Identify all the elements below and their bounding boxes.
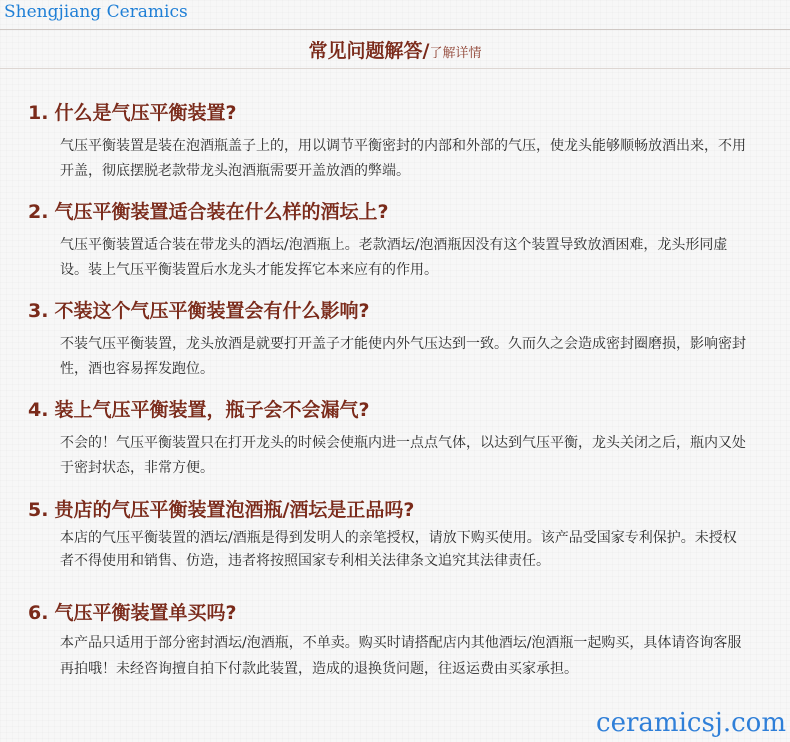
faq-question-text: 装上气压平衡装置，瓶子会不会漏气? bbox=[54, 399, 370, 421]
faq-question-text: 不装这个气压平衡装置会有什么影响? bbox=[54, 300, 370, 322]
faq-item-2 bbox=[28, 199, 758, 283]
header-slash: / bbox=[422, 40, 430, 62]
header-title: 常见问题解答 bbox=[308, 40, 423, 62]
faq-item-4 bbox=[28, 397, 758, 481]
watermark-bottom: ceramicsj.com bbox=[596, 708, 786, 738]
top-divider bbox=[0, 29, 790, 30]
faq-item-6 bbox=[28, 600, 758, 682]
faq-question bbox=[28, 397, 758, 423]
faq-question bbox=[28, 497, 758, 523]
faq-question-text: 贵店的气压平衡装置泡酒瓶/酒坛是正品吗? bbox=[54, 499, 415, 521]
faq-number: 6. bbox=[28, 602, 49, 624]
faq-question-text: 什么是气压平衡装置? bbox=[54, 102, 237, 124]
header-divider bbox=[0, 68, 790, 69]
faq-question bbox=[28, 600, 758, 626]
faq-answer: 本产品只适用于部分密封酒坛/泡酒瓶，不单卖。购买时请搭配店内其他酒坛/泡酒瓶一起购买，具体请咨询客服再拍哦！未经咨询擅自拍下付款此装置，造成的退换货问题，往返运费由买家承担。 bbox=[60, 635, 742, 677]
faq-question bbox=[28, 100, 758, 126]
faq-item-1 bbox=[28, 100, 758, 184]
watermark-top: Shengjiang Ceramics bbox=[4, 2, 188, 22]
faq-item-3 bbox=[28, 298, 758, 382]
faq-number: 1. bbox=[28, 102, 49, 124]
header-subtitle: 了解详情 bbox=[429, 46, 482, 61]
faq-answer: 气压平衡装置是装在泡酒瓶盖子上的，用以调节平衡密封的内部和外部的气压，使龙头能够顺畅放酒出来，不用开盖，彻底摆脱老款带龙头泡酒瓶需要开盖放酒的弊端。 bbox=[60, 138, 746, 179]
faq-question bbox=[28, 298, 758, 324]
faq-question bbox=[28, 199, 758, 225]
faq-answer: 气压平衡装置适合装在带龙头的酒坛/泡酒瓶上。老款酒坛/泡酒瓶因没有这个装置导致放酒困难，龙头形同虚设。装上气压平衡装置后水龙头才能发挥它本来应有的作用。 bbox=[60, 237, 728, 278]
faq-answer: 本店的气压平衡装置的酒坛/酒瓶是得到发明人的亲笔授权，请放下购买使用。该产品受国家专利保护。未授权者不得使用和销售、仿造，违者将按照国家专利相关法律条文追究其法律责任。 bbox=[60, 530, 737, 569]
faq-question-text: 气压平衡装置适合装在什么样的酒坛上? bbox=[54, 201, 389, 223]
faq-number: 4. bbox=[28, 399, 49, 421]
section-header bbox=[0, 36, 790, 64]
faq-answer: 不装气压平衡装置，龙头放酒是就要打开盖子才能使内外气压达到一致。久而久之会造成密封圈磨损，影响密封性，酒也容易挥发跑位。 bbox=[60, 336, 746, 377]
faq-number: 2. bbox=[28, 201, 49, 223]
faq-number: 3. bbox=[28, 300, 49, 322]
faq-number: 5. bbox=[28, 499, 49, 521]
faq-answer: 不会的！气压平衡装置只在打开龙头的时候会使瓶内进一点点气体，以达到气压平衡，龙头关闭之后，瓶内又处于密封状态，非常方便。 bbox=[60, 435, 746, 476]
faq-item-5 bbox=[28, 497, 758, 573]
faq-question-text: 气压平衡装置单买吗? bbox=[54, 602, 237, 624]
